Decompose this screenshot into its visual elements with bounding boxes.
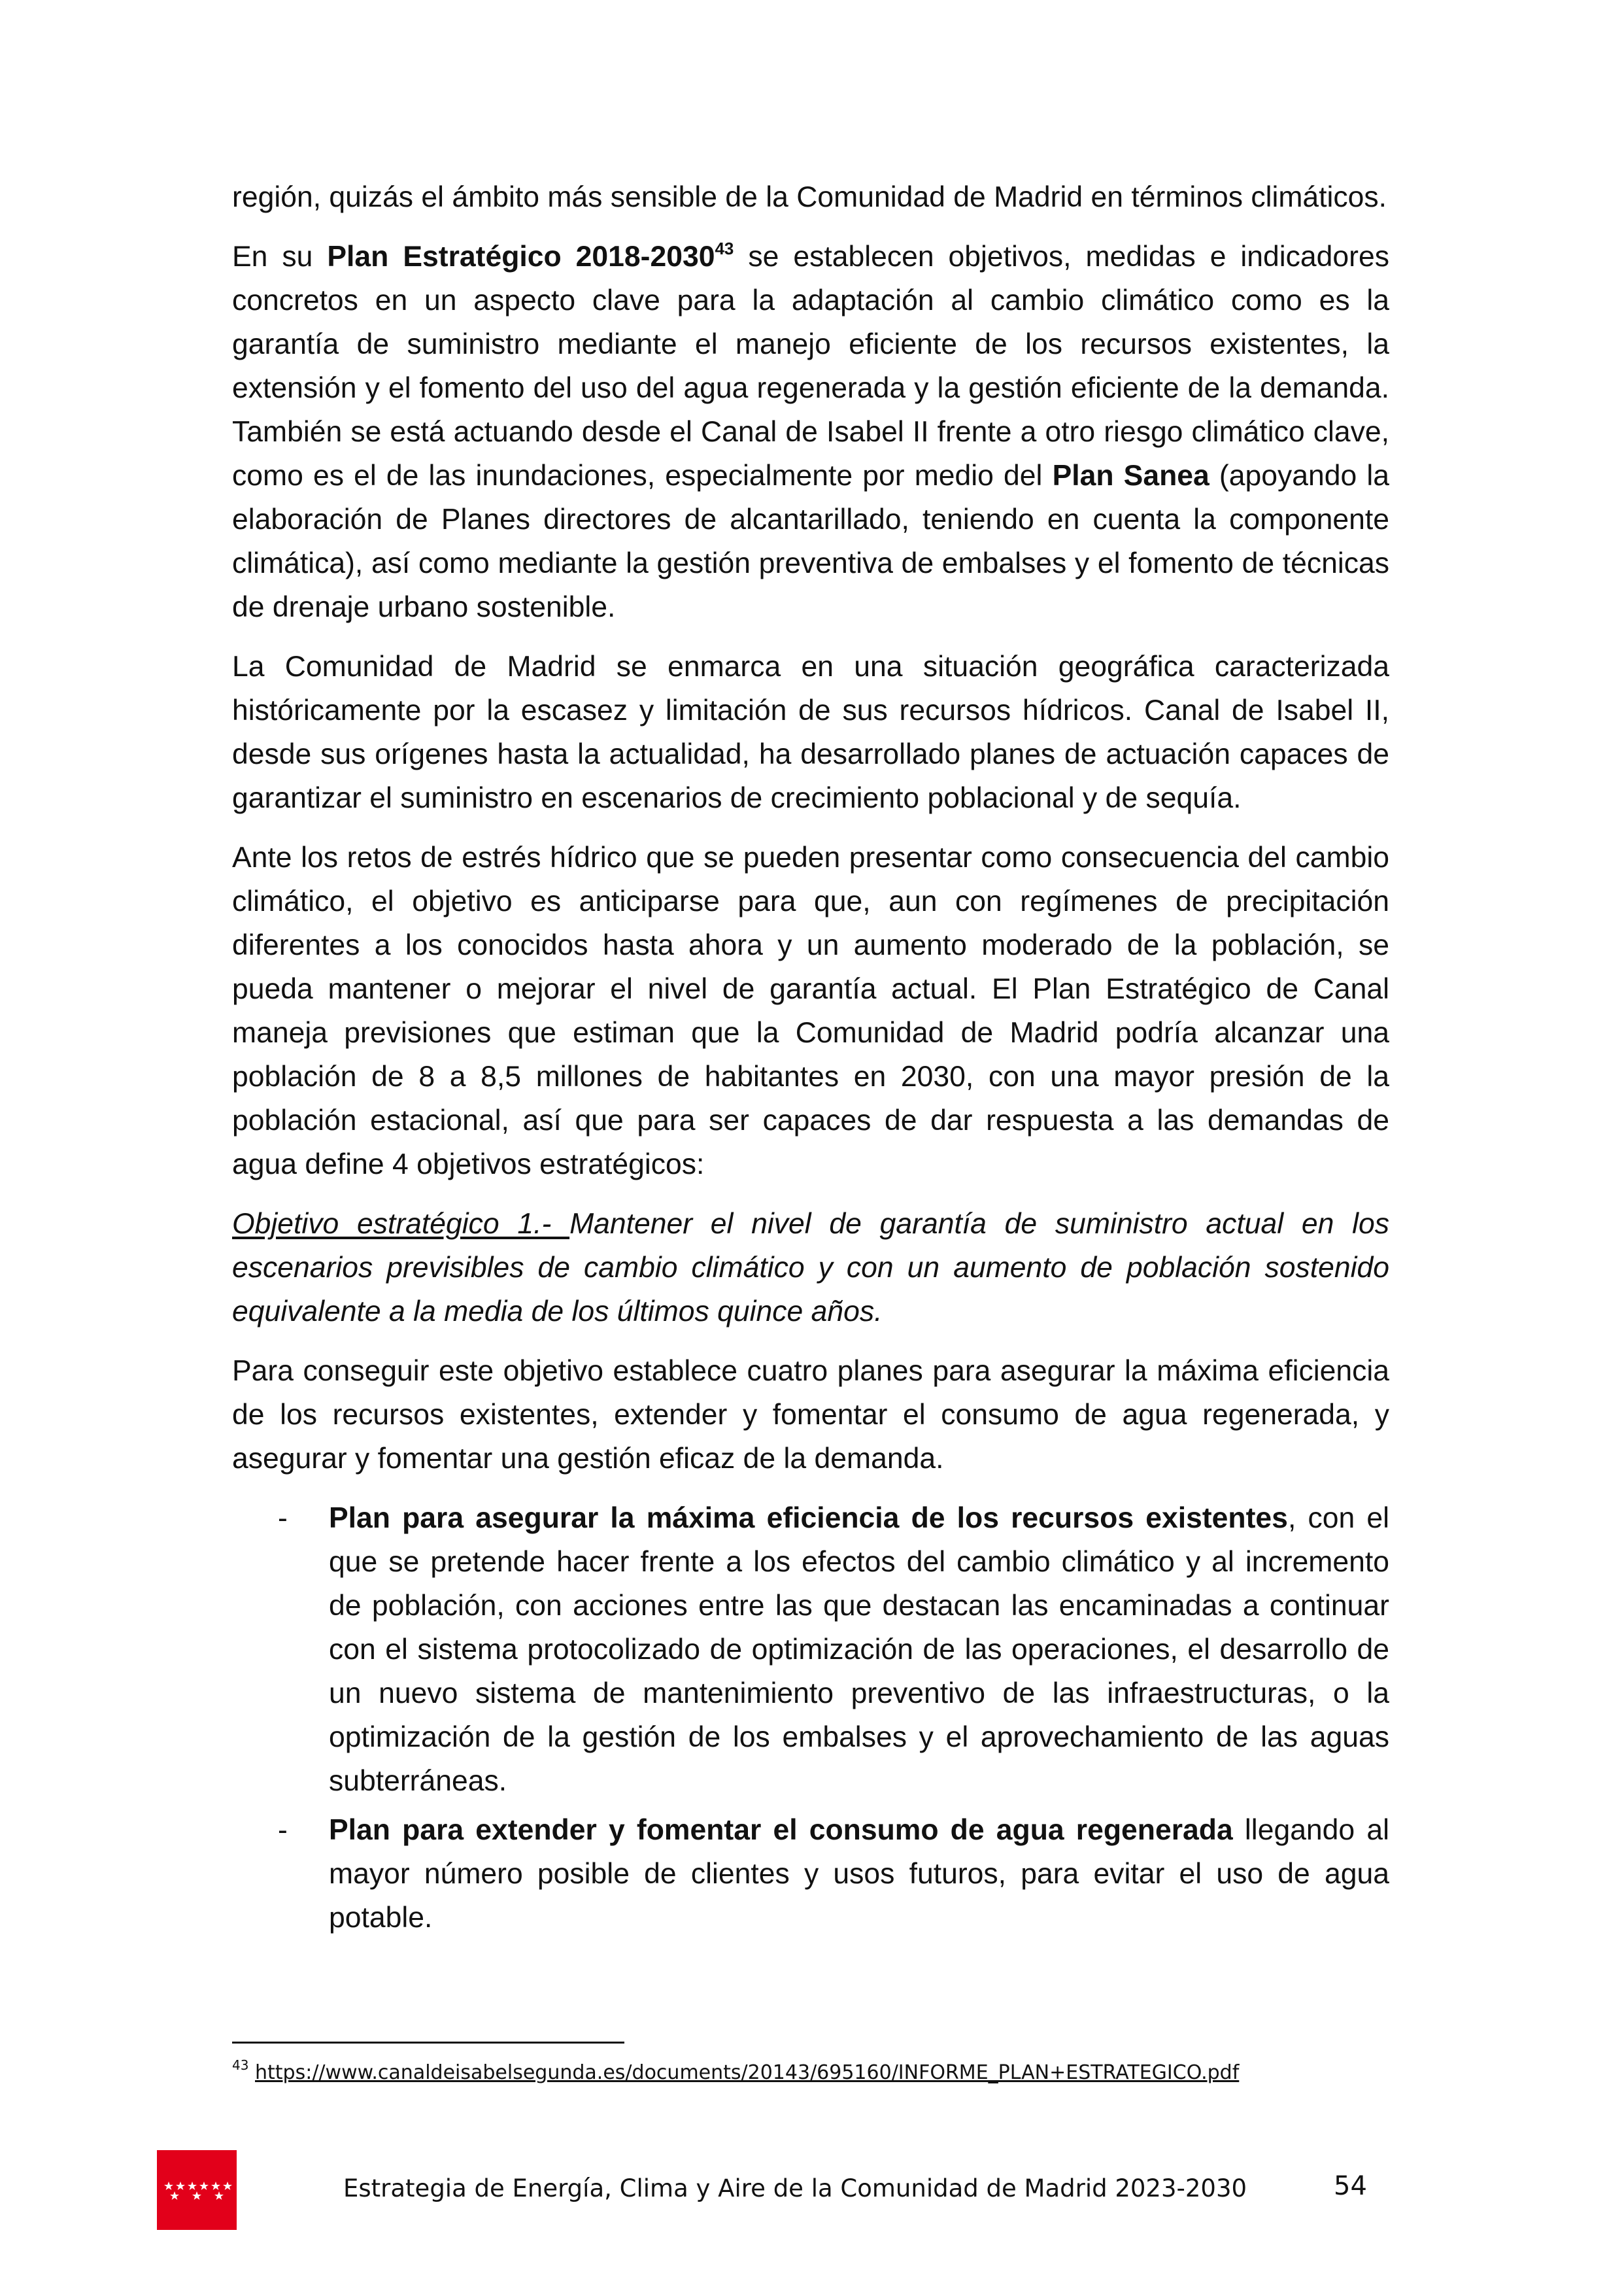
paragraph-3: La Comunidad de Madrid se enmarca en una situación geográfica caracterizada históricamente por la escasez y limitación de sus recursos hídricos. Canal de Isabel II, desde sus orígenes hasta la actualidad, ha desarrollado planes de actuación capaces de garantizar el suministro en escenarios de crecimiento poblacional y de sequía.	[232, 651, 1389, 814]
paragraph-2	[232, 235, 1389, 629]
paragraph-4: Ante los retos de estrés hídrico que se pueden presentar como consecuencia del cambio climático, el objetivo es anticiparse para que, aun con regímenes de precipitación diferentes a los conocidos hasta ahora y un aumento moderado de la población, se pueda mantener o mejorar el nivel de garantía actual. El Plan Estratégico de Canal maneja previsiones que estiman que la Comunidad de Madrid podría alcanzar una población de 8 a 8,5 millones de habitantes en 2030, con una mayor presión de la población estacional, así que para ser capaces de dar respuesta a las demandas de agua define 4 objetivos estratégicos:	[232, 842, 1389, 1180]
paragraph-1: región, quizás el ámbito más sensible de la Comunidad de Madrid en términos climáticos.	[232, 181, 1387, 213]
footnote-reference[interactable]: 43	[715, 239, 734, 258]
footnote-separator	[232, 2042, 624, 2044]
plan-sanea-bold: Plan Sanea	[1052, 460, 1210, 492]
plan-title-bold: Plan para asegurar la máxima eficiencia de los recursos existentes	[329, 1502, 1288, 1534]
dash-bullet: -	[278, 1502, 288, 1534]
plan-description: , con el que se pretende hacer frente a los efectos del cambio climático y al incremento de población, con acciones entre las que destacan las encaminadas a continuar con el sistema protocolizado de optimización de las operaciones, el desarrollo de un nuevo sistema de mantenimiento preventivo de las infraestructuras, o la optimización de la gestión de los embalses y el aprovechamiento de las aguas subterráneas.	[329, 1502, 1389, 1797]
footnote	[232, 2057, 1240, 2086]
list-item	[232, 1496, 1389, 1803]
page-number: 54	[1334, 2171, 1367, 2201]
footnote-number: 43	[232, 2057, 249, 2073]
stars-icon	[157, 2150, 237, 2230]
paragraph-5: Para conseguir este objetivo establece cuatro planes para asegurar la máxima eficiencia de los recursos existentes, extender y fomentar el consumo de agua regenerada, y asegurar y fomentar una gestión eficaz de la demanda.	[232, 1355, 1389, 1475]
paragraph-2-text-3: (apoyando la elaboración de Planes directores de alcantarillado, teniendo en cuenta la componente climática), así como mediante la gestión preventiva de embalses y el fomento de técnicas de drenaje urbano sostenible.	[232, 460, 1389, 623]
list-item	[232, 1808, 1389, 1940]
plan-description: llegando al mayor número posible de clientes y usos futuros, para evitar el uso de agua potable.	[329, 1814, 1389, 1934]
paragraph-2-text-2: se establecen objetivos, medidas e indicadores concretos en un aspecto clave para la adaptación al cambio climático como es la garantía de suministro mediante el manejo eficiente de los recursos existentes, la extensión y el fomento del uso del agua regenerada y la gestión eficiente de la demanda. También se está actuando desde el Canal de Isabel II frente a otro riesgo climático clave, como es el de las inundaciones, especialmente por medio del	[232, 241, 1389, 492]
main-content	[232, 175, 1389, 1945]
comunidad-madrid-logo-icon	[157, 2150, 237, 2230]
plans-list	[232, 1496, 1389, 1940]
dash-bullet: -	[278, 1814, 288, 1846]
objective-label: Objetivo estratégico 1.-	[232, 1208, 570, 1240]
paragraph-2-text-1: En su	[232, 241, 328, 273]
footnote-link[interactable]: https://www.canaldeisabelsegunda.es/documents/20143/695160/INFORME_PLAN+ESTRATEGICO.pdf	[255, 2061, 1240, 2084]
plan-title-bold: Plan para extender y fomentar el consumo de agua regenerada	[329, 1814, 1233, 1846]
footer-document-title: Estrategia de Energía, Clima y Aire de la Comunidad de Madrid 2023-2030	[343, 2174, 1247, 2202]
strategic-objective-1	[232, 1202, 1389, 1333]
plan-estrategico-bold: Plan Estratégico 2018-2030	[327, 241, 715, 273]
objective-text: Mantener el nivel de garantía de suministro actual en los escenarios previsibles de cambio climático y con un aumento de población sostenido equivalente a la media de los últimos quince años.	[232, 1208, 1389, 1327]
